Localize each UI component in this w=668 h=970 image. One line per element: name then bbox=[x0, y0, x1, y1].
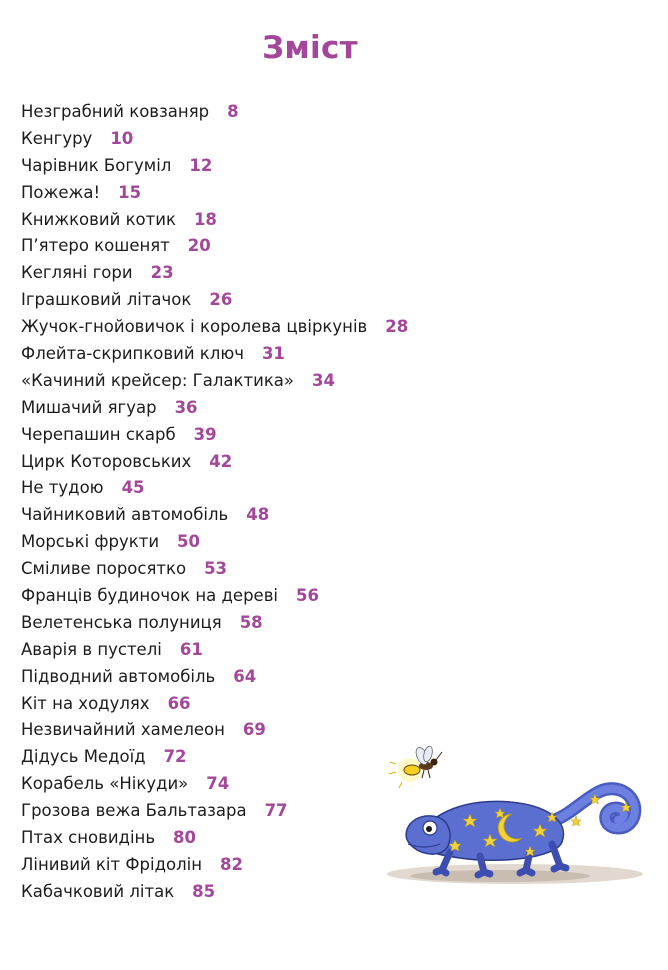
toc-entry bbox=[21, 395, 581, 422]
toc-entry-title: Франців будиночок на дереві bbox=[21, 586, 279, 606]
toc-entry bbox=[21, 260, 581, 287]
toc-entry-page-number: 42 bbox=[209, 451, 233, 471]
toc-entry-page-number: 66 bbox=[167, 693, 191, 713]
toc-entry-page-number: 23 bbox=[150, 263, 174, 283]
firefly-icon bbox=[389, 745, 442, 788]
toc-entry-page-number: 12 bbox=[189, 155, 213, 175]
toc-entry-page-number: 82 bbox=[220, 854, 243, 874]
toc-entry-title: Книжковий котик bbox=[21, 209, 176, 229]
toc-entry-title: Аварія в пустелі bbox=[21, 639, 162, 659]
toc-entry bbox=[21, 691, 581, 718]
toc-entry-page-number: 61 bbox=[179, 639, 203, 659]
toc-entry-title: Велетенська полуниця bbox=[21, 612, 222, 632]
toc-entry-page-number: 20 bbox=[187, 236, 211, 256]
toc-entry bbox=[21, 664, 581, 691]
toc-entry-title: Незграбний ковзаняр bbox=[21, 102, 210, 121]
toc-entry-page-number: 69 bbox=[242, 720, 266, 740]
toc-entry-page-number: 74 bbox=[206, 774, 230, 794]
toc-entry-title: Грозова вежа Бальтазара bbox=[21, 801, 247, 821]
toc-entry-title: Морські фрукти bbox=[21, 532, 160, 552]
toc-entry-title: Чайниковий автомобіль bbox=[21, 505, 229, 525]
chameleon-firefly-illustration bbox=[380, 742, 650, 892]
toc-entry-title: Жучок-гнойовичок і королева цвіркунів bbox=[21, 317, 368, 337]
toc-entry-page-number: 34 bbox=[312, 370, 335, 390]
toc-entry-title: Іграшковий літачок bbox=[21, 290, 192, 310]
toc-entry bbox=[21, 180, 581, 207]
toc-entry-page-number: 15 bbox=[118, 182, 142, 202]
toc-entry-title: Не тудою bbox=[21, 478, 104, 498]
toc-entry bbox=[21, 126, 581, 153]
toc-entry-page-number: 80 bbox=[173, 828, 197, 848]
toc-entry-page-number: 56 bbox=[296, 586, 319, 606]
toc-entry-title: Флейта-скрипковий ключ bbox=[21, 344, 244, 364]
toc-entry-title: Корабель «Нікуди» bbox=[21, 774, 189, 794]
toc-entry-page-number: 48 bbox=[246, 505, 270, 525]
toc-entry-title: Сміливе поросятко bbox=[21, 559, 187, 579]
toc-entry-title: Кабачковий літак bbox=[21, 881, 175, 901]
toc-entry bbox=[21, 314, 581, 341]
toc-entry bbox=[21, 99, 581, 126]
toc-entry-title: Підводний автомобіль bbox=[21, 666, 216, 686]
toc-entry bbox=[21, 153, 581, 180]
toc-entry-page-number: 39 bbox=[193, 424, 217, 444]
toc-entry-page-number: 77 bbox=[264, 801, 288, 821]
toc-entry-title: Лінивий кіт Фрідолін bbox=[21, 854, 203, 874]
page-title: Зміст bbox=[262, 30, 358, 66]
toc-entry bbox=[21, 233, 581, 260]
toc-entry-title: Кенгуру bbox=[21, 128, 93, 148]
toc-entry bbox=[21, 422, 581, 449]
toc-entry bbox=[21, 207, 581, 234]
toc-entry-page-number: 58 bbox=[239, 612, 263, 632]
toc-entry bbox=[21, 637, 581, 664]
toc-entry bbox=[21, 475, 581, 502]
toc-entry bbox=[21, 556, 581, 583]
toc-entry-title: Кегляні гори bbox=[21, 263, 133, 283]
toc-entry-title: Птах сновидінь bbox=[21, 828, 156, 848]
toc-entry-page-number: 53 bbox=[204, 559, 228, 579]
toc-entry-title: Цирк Которовських bbox=[21, 451, 192, 471]
toc-entry-page-number: 72 bbox=[163, 747, 187, 767]
chameleon-icon bbox=[406, 789, 635, 875]
toc-entry-page-number: 26 bbox=[209, 290, 233, 310]
toc-entry bbox=[21, 502, 581, 529]
toc-entry-title: Чарівник Богуміл bbox=[21, 155, 172, 175]
toc-entry-page-number: 45 bbox=[121, 478, 145, 498]
toc-entry bbox=[21, 341, 581, 368]
toc-entry-title: Кіт на ходулях bbox=[21, 693, 150, 713]
toc-entry bbox=[21, 287, 581, 314]
toc-entry-page-number: 18 bbox=[193, 209, 217, 229]
toc-entry-title: Мишачий ягуар bbox=[21, 397, 157, 417]
toc-entry-page-number: 31 bbox=[261, 344, 285, 364]
toc-entry-page-number: 85 bbox=[192, 881, 216, 901]
toc-entry-page-number: 28 bbox=[385, 317, 409, 337]
toc-entry bbox=[21, 717, 581, 744]
toc-entry-title: Незвичайний хамелеон bbox=[21, 720, 225, 740]
toc-entry-title: Черепашин скарб bbox=[21, 424, 176, 444]
toc-entry bbox=[21, 529, 581, 556]
toc-entry-page-number: 50 bbox=[177, 532, 201, 552]
toc-entry-title: Пожежа! bbox=[21, 182, 101, 202]
toc-entry bbox=[21, 368, 581, 395]
toc-entry-page-number: 8 bbox=[227, 102, 239, 121]
toc-entry-page-number: 36 bbox=[174, 397, 198, 417]
toc-entry-title: Дідусь Медоїд bbox=[21, 747, 146, 767]
toc-entry-page-number: 10 bbox=[110, 128, 134, 148]
toc-entry bbox=[21, 449, 581, 476]
toc-entry-title: П’ятеро кошенят bbox=[21, 236, 170, 256]
toc-entry-page-number: 64 bbox=[233, 666, 257, 686]
toc-entry bbox=[21, 583, 581, 610]
toc-entry-title: «Качиний крейсер: Галактика» bbox=[21, 370, 294, 390]
toc-entry bbox=[21, 610, 581, 637]
